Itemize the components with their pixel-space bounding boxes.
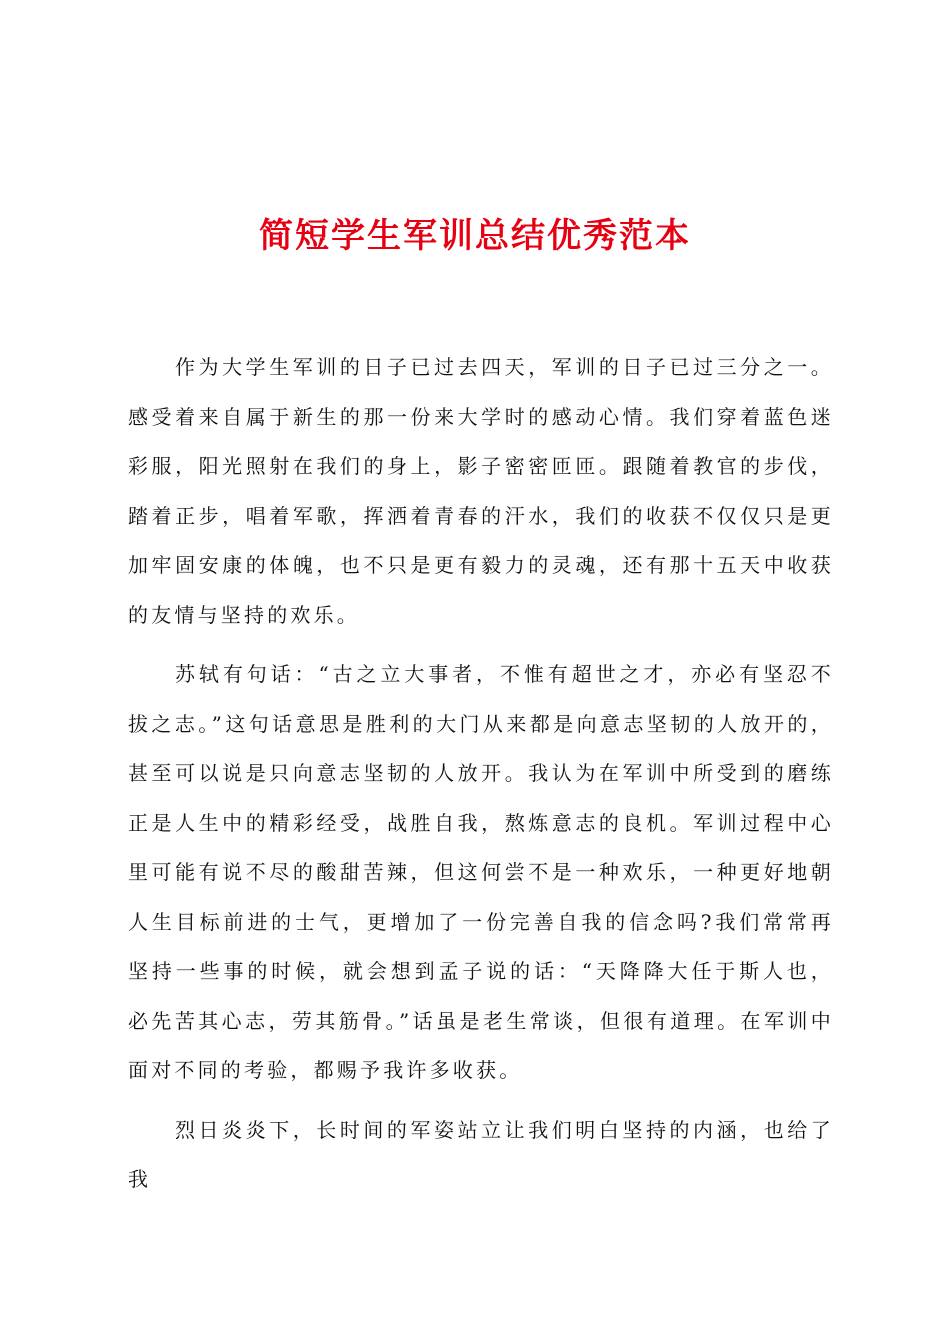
paragraph-2: 苏轼有句话：“古之立大事者，不惟有超世之才，亦必有坚忍不拔之志。”这句话意思是胜利的大门从来都是向意志坚韧的人放开的，甚至可以说是只向意志坚韧的人放开。我认为在军训中所受到的磨练正是人生中的精彩经受，战胜自我，熬炼意志的良机。军训过程中心里可能有说不尽的酸甜苦辣，但这何尝不是一种欢乐，一种更好地朝人生目标前进的士气，更增加了一份完善自我的信念吗?我们常常再坚持一些事的时候，就会想到孟子说的话：“天降降大任于斯人也，必先苦其心志，劳其筋骨。”话虽是老生常谈，但很有道理。在军训中面对不同的考验，都赐予我许多收获。 [128, 662, 834, 1082]
document-title: 简短学生军训总结优秀范本 [259, 216, 691, 256]
paragraph-1: 作为大学生军训的日子已过去四天，军训的日子已过三分之一。感受着来自属于新生的那一份来大学时的感动心情。我们穿着蓝色迷彩服，阳光照射在我们的身上，影子密密匝匝。跟随着教官的步伐，踏着正步，唱着军歌，挥洒着青春的汗水，我们的收获不仅仅只是更加牢固安康的体魄，也不只是更有毅力的灵魂，还有那十五天中收获的友情与坚持的欢乐。 [128, 355, 834, 627]
document-body [128, 343, 834, 1215]
paragraph-3: 烈日炎炎下，长时间的军姿站立让我们明白坚持的内涵，也给了我 [128, 1117, 834, 1191]
